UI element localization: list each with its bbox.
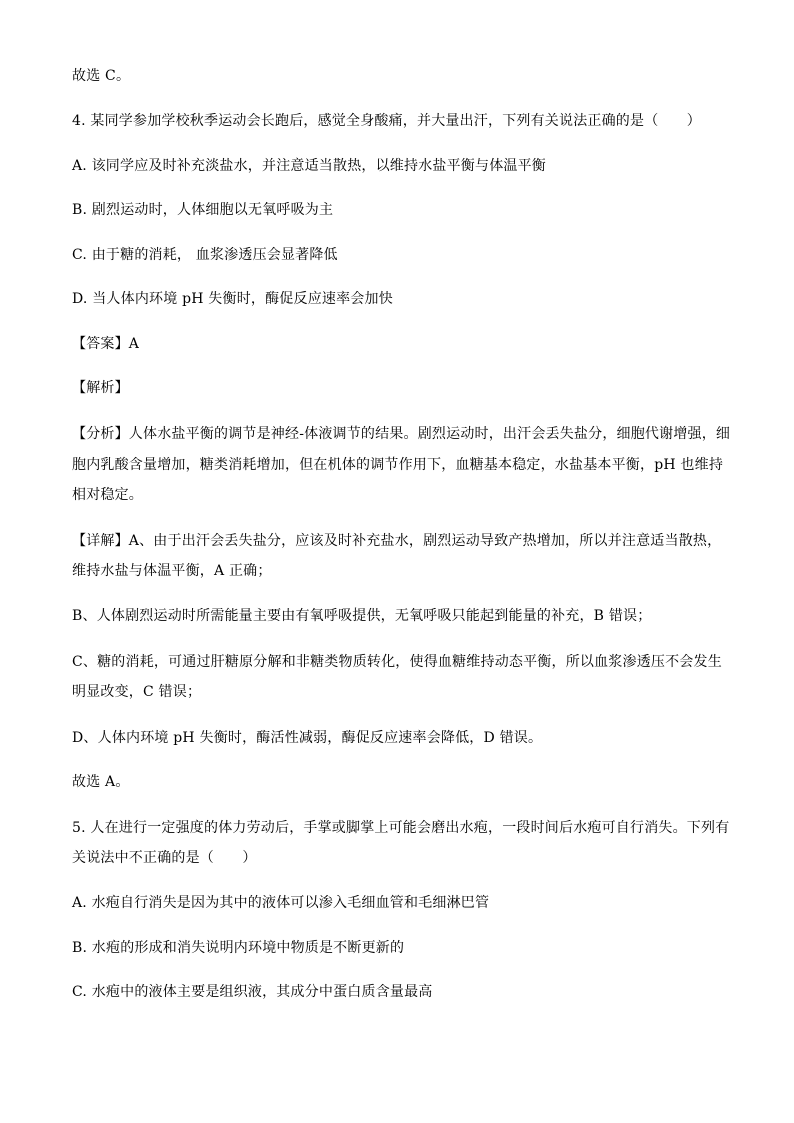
q4-analysis-line-1: 【分析】人体水盐平衡的调节是神经-体液调节的结果。剧烈运动时，出汗会丢失盐分，细胞代谢增强，细 [72, 426, 731, 442]
q4-detail-a-line-1: 【详解】A、由于出汗会丢失盐分，应该及时补充盐水，剧烈运动导致产热增加，所以并注意适当散热， [72, 533, 722, 549]
q5-option-a: A. 水疱自行消失是因为其中的液体可以渗入毛细血管和毛细淋巴管 [72, 895, 490, 911]
conclusion-q3: 故选 C。 [72, 68, 131, 84]
q5-option-b: B. 水疱的形成和消失说明内环境中物质是不断更新的 [72, 940, 405, 956]
q4-detail-d: D、人体内环境 pH 失衡时，酶活性减弱，酶促反应速率会降低，D 错误。 [72, 730, 543, 746]
question-5-stem-line-2: 关说法中不正确的是（ ） [72, 850, 257, 866]
q4-explanation-label: 【解析】 [72, 380, 129, 396]
q4-detail-c-line-2: 明显改变，C 错误； [72, 684, 202, 700]
q4-option-c: C. 由于糖的消耗， 血浆渗透压会显著降低 [72, 247, 338, 263]
q4-detail-a-line-2: 维持水盐与体温平衡，A 正确； [72, 563, 272, 579]
q4-detail-b: B、人体剧烈运动时所需能量主要由有氧呼吸提供，无氧呼吸只能起到能量的补充，B 错误； [72, 608, 652, 624]
q4-analysis-line-3: 相对稳定。 [72, 487, 143, 503]
q4-answer: 【答案】A [72, 336, 140, 352]
q4-analysis-line-2: 胞内乳酸含量增加，糖类消耗增加，但在机体的调节作用下，血糖基本稳定，水盐基本平衡，pH 也维持 [72, 457, 724, 473]
q4-option-a: A. 该同学应及时补充淡盐水，并注意适当散热，以维持水盐平衡与体温平衡 [72, 158, 547, 174]
q4-detail-c-line-1: C、糖的消耗，可通过肝糖原分解和非糖类物质转化，使得血糖维持动态平衡，所以血浆渗透压不会发生 [72, 654, 722, 670]
conclusion-q4: 故选 A。 [72, 774, 130, 790]
question-4-stem: 4. 某同学参加学校秋季运动会长跑后，感觉全身酸痛，并大量出汗，下列有关说法正确的是（ ） [72, 113, 702, 129]
q4-option-d: D. 当人体内环境 pH 失衡时，酶促反应速率会加快 [72, 291, 393, 307]
q5-option-c: C. 水疱中的液体主要是组织液，其成分中蛋白质含量最高 [72, 984, 433, 1000]
question-5-stem-line-1: 5. 人在进行一定强度的体力劳动后，手掌或脚掌上可能会磨出水疱，一段时间后水疱可自行消失。下列有 [72, 820, 730, 836]
q4-option-b: B. 剧烈运动时，人体细胞以无氧呼吸为主 [72, 202, 334, 218]
